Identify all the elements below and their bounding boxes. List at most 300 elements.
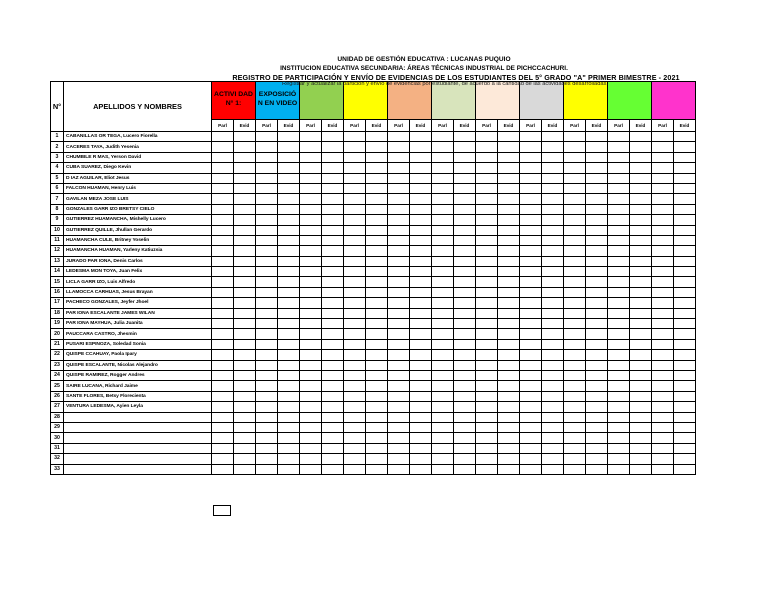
participation-cell[interactable]: [608, 152, 630, 162]
evidence-cell[interactable]: [234, 412, 256, 422]
evidence-cell[interactable]: [454, 204, 476, 214]
participation-cell[interactable]: [652, 443, 674, 453]
evidence-cell[interactable]: [542, 308, 564, 318]
evidence-cell[interactable]: [366, 235, 388, 245]
participation-cell[interactable]: [564, 319, 586, 329]
evidence-cell[interactable]: [234, 350, 256, 360]
evidence-cell[interactable]: [322, 370, 344, 380]
participation-cell[interactable]: [476, 381, 498, 391]
participation-cell[interactable]: [476, 412, 498, 422]
participation-cell[interactable]: [388, 319, 410, 329]
participation-cell[interactable]: [564, 277, 586, 287]
participation-cell[interactable]: [344, 360, 366, 370]
evidence-cell[interactable]: [542, 454, 564, 464]
evidence-cell[interactable]: [630, 194, 652, 204]
evidence-cell[interactable]: [542, 464, 564, 474]
participation-cell[interactable]: [256, 298, 278, 308]
participation-cell[interactable]: [520, 204, 542, 214]
evidence-cell[interactable]: [454, 225, 476, 235]
participation-cell[interactable]: [388, 277, 410, 287]
evidence-cell[interactable]: [322, 235, 344, 245]
participation-cell[interactable]: [564, 163, 586, 173]
evidence-cell[interactable]: [278, 443, 300, 453]
evidence-cell[interactable]: [586, 402, 608, 412]
evidence-cell[interactable]: [278, 225, 300, 235]
participation-cell[interactable]: [256, 402, 278, 412]
evidence-cell[interactable]: [674, 277, 696, 287]
participation-cell[interactable]: [608, 142, 630, 152]
participation-cell[interactable]: [564, 339, 586, 349]
participation-cell[interactable]: [652, 277, 674, 287]
participation-cell[interactable]: [652, 329, 674, 339]
participation-cell[interactable]: [432, 464, 454, 474]
participation-cell[interactable]: [432, 163, 454, 173]
evidence-cell[interactable]: [234, 287, 256, 297]
evidence-cell[interactable]: [454, 183, 476, 193]
participation-cell[interactable]: [608, 173, 630, 183]
evidence-cell[interactable]: [674, 225, 696, 235]
participation-cell[interactable]: [212, 350, 234, 360]
participation-cell[interactable]: [300, 298, 322, 308]
evidence-cell[interactable]: [410, 464, 432, 474]
participation-cell[interactable]: [256, 194, 278, 204]
participation-cell[interactable]: [212, 412, 234, 422]
participation-cell[interactable]: [300, 360, 322, 370]
evidence-cell[interactable]: [454, 319, 476, 329]
participation-cell[interactable]: [212, 132, 234, 142]
participation-cell[interactable]: [564, 225, 586, 235]
participation-cell[interactable]: [388, 412, 410, 422]
participation-cell[interactable]: [212, 152, 234, 162]
evidence-cell[interactable]: [410, 308, 432, 318]
participation-cell[interactable]: [520, 152, 542, 162]
participation-cell[interactable]: [344, 339, 366, 349]
evidence-cell[interactable]: [278, 194, 300, 204]
participation-cell[interactable]: [256, 381, 278, 391]
participation-cell[interactable]: [212, 339, 234, 349]
participation-cell[interactable]: [476, 339, 498, 349]
evidence-cell[interactable]: [410, 412, 432, 422]
evidence-cell[interactable]: [278, 277, 300, 287]
evidence-cell[interactable]: [630, 433, 652, 443]
participation-cell[interactable]: [520, 319, 542, 329]
participation-cell[interactable]: [520, 464, 542, 474]
evidence-cell[interactable]: [674, 183, 696, 193]
evidence-cell[interactable]: [278, 319, 300, 329]
evidence-cell[interactable]: [454, 308, 476, 318]
evidence-cell[interactable]: [366, 132, 388, 142]
participation-cell[interactable]: [432, 433, 454, 443]
evidence-cell[interactable]: [234, 142, 256, 152]
participation-cell[interactable]: [564, 433, 586, 443]
participation-cell[interactable]: [432, 142, 454, 152]
participation-cell[interactable]: [564, 402, 586, 412]
participation-cell[interactable]: [300, 381, 322, 391]
participation-cell[interactable]: [520, 339, 542, 349]
participation-cell[interactable]: [652, 204, 674, 214]
participation-cell[interactable]: [652, 173, 674, 183]
evidence-cell[interactable]: [674, 173, 696, 183]
participation-cell[interactable]: [212, 173, 234, 183]
evidence-cell[interactable]: [234, 360, 256, 370]
evidence-cell[interactable]: [542, 350, 564, 360]
participation-cell[interactable]: [564, 256, 586, 266]
participation-cell[interactable]: [256, 454, 278, 464]
participation-cell[interactable]: [476, 267, 498, 277]
participation-cell[interactable]: [344, 370, 366, 380]
evidence-cell[interactable]: [322, 246, 344, 256]
participation-cell[interactable]: [608, 256, 630, 266]
participation-cell[interactable]: [388, 443, 410, 453]
participation-cell[interactable]: [344, 183, 366, 193]
evidence-cell[interactable]: [366, 225, 388, 235]
participation-cell[interactable]: [476, 308, 498, 318]
evidence-cell[interactable]: [410, 298, 432, 308]
participation-cell[interactable]: [300, 246, 322, 256]
participation-cell[interactable]: [432, 277, 454, 287]
participation-cell[interactable]: [608, 339, 630, 349]
participation-cell[interactable]: [652, 132, 674, 142]
evidence-cell[interactable]: [278, 412, 300, 422]
participation-cell[interactable]: [476, 464, 498, 474]
evidence-cell[interactable]: [498, 391, 520, 401]
evidence-cell[interactable]: [630, 412, 652, 422]
participation-cell[interactable]: [652, 267, 674, 277]
evidence-cell[interactable]: [630, 277, 652, 287]
evidence-cell[interactable]: [410, 319, 432, 329]
participation-cell[interactable]: [520, 350, 542, 360]
evidence-cell[interactable]: [366, 277, 388, 287]
evidence-cell[interactable]: [674, 391, 696, 401]
evidence-cell[interactable]: [454, 287, 476, 297]
evidence-cell[interactable]: [366, 402, 388, 412]
participation-cell[interactable]: [432, 215, 454, 225]
participation-cell[interactable]: [520, 277, 542, 287]
evidence-cell[interactable]: [278, 183, 300, 193]
participation-cell[interactable]: [388, 339, 410, 349]
evidence-cell[interactable]: [674, 256, 696, 266]
evidence-cell[interactable]: [278, 464, 300, 474]
participation-cell[interactable]: [256, 256, 278, 266]
participation-cell[interactable]: [520, 454, 542, 464]
evidence-cell[interactable]: [542, 246, 564, 256]
evidence-cell[interactable]: [630, 339, 652, 349]
participation-cell[interactable]: [432, 339, 454, 349]
participation-cell[interactable]: [212, 329, 234, 339]
participation-cell[interactable]: [212, 391, 234, 401]
participation-cell[interactable]: [388, 454, 410, 464]
evidence-cell[interactable]: [366, 163, 388, 173]
evidence-cell[interactable]: [586, 277, 608, 287]
evidence-cell[interactable]: [498, 183, 520, 193]
evidence-cell[interactable]: [410, 152, 432, 162]
evidence-cell[interactable]: [454, 339, 476, 349]
participation-cell[interactable]: [344, 308, 366, 318]
evidence-cell[interactable]: [674, 142, 696, 152]
evidence-cell[interactable]: [410, 142, 432, 152]
participation-cell[interactable]: [388, 402, 410, 412]
participation-cell[interactable]: [344, 267, 366, 277]
evidence-cell[interactable]: [410, 215, 432, 225]
participation-cell[interactable]: [344, 319, 366, 329]
evidence-cell[interactable]: [630, 246, 652, 256]
participation-cell[interactable]: [652, 391, 674, 401]
evidence-cell[interactable]: [278, 350, 300, 360]
evidence-cell[interactable]: [586, 443, 608, 453]
evidence-cell[interactable]: [454, 381, 476, 391]
evidence-cell[interactable]: [410, 339, 432, 349]
participation-cell[interactable]: [212, 163, 234, 173]
participation-cell[interactable]: [388, 370, 410, 380]
evidence-cell[interactable]: [366, 454, 388, 464]
evidence-cell[interactable]: [234, 443, 256, 453]
participation-cell[interactable]: [344, 433, 366, 443]
participation-cell[interactable]: [300, 287, 322, 297]
evidence-cell[interactable]: [542, 433, 564, 443]
evidence-cell[interactable]: [674, 412, 696, 422]
participation-cell[interactable]: [652, 225, 674, 235]
evidence-cell[interactable]: [586, 381, 608, 391]
participation-cell[interactable]: [608, 454, 630, 464]
participation-cell[interactable]: [608, 183, 630, 193]
participation-cell[interactable]: [212, 381, 234, 391]
participation-cell[interactable]: [256, 142, 278, 152]
participation-cell[interactable]: [520, 194, 542, 204]
evidence-cell[interactable]: [322, 204, 344, 214]
evidence-cell[interactable]: [410, 422, 432, 432]
evidence-cell[interactable]: [322, 173, 344, 183]
participation-cell[interactable]: [652, 454, 674, 464]
evidence-cell[interactable]: [366, 142, 388, 152]
participation-cell[interactable]: [388, 391, 410, 401]
evidence-cell[interactable]: [366, 308, 388, 318]
evidence-cell[interactable]: [674, 422, 696, 432]
participation-cell[interactable]: [256, 391, 278, 401]
participation-cell[interactable]: [652, 319, 674, 329]
evidence-cell[interactable]: [454, 215, 476, 225]
evidence-cell[interactable]: [498, 298, 520, 308]
evidence-cell[interactable]: [630, 132, 652, 142]
participation-cell[interactable]: [344, 256, 366, 266]
participation-cell[interactable]: [608, 308, 630, 318]
participation-cell[interactable]: [212, 298, 234, 308]
participation-cell[interactable]: [652, 370, 674, 380]
evidence-cell[interactable]: [498, 319, 520, 329]
evidence-cell[interactable]: [674, 464, 696, 474]
evidence-cell[interactable]: [586, 173, 608, 183]
participation-cell[interactable]: [300, 204, 322, 214]
participation-cell[interactable]: [344, 204, 366, 214]
evidence-cell[interactable]: [410, 163, 432, 173]
evidence-cell[interactable]: [630, 329, 652, 339]
participation-cell[interactable]: [300, 308, 322, 318]
evidence-cell[interactable]: [366, 256, 388, 266]
participation-cell[interactable]: [476, 256, 498, 266]
evidence-cell[interactable]: [234, 256, 256, 266]
participation-cell[interactable]: [564, 391, 586, 401]
evidence-cell[interactable]: [586, 183, 608, 193]
evidence-cell[interactable]: [542, 215, 564, 225]
participation-cell[interactable]: [564, 235, 586, 245]
evidence-cell[interactable]: [586, 454, 608, 464]
participation-cell[interactable]: [652, 215, 674, 225]
evidence-cell[interactable]: [278, 132, 300, 142]
participation-cell[interactable]: [344, 225, 366, 235]
evidence-cell[interactable]: [234, 163, 256, 173]
participation-cell[interactable]: [564, 194, 586, 204]
evidence-cell[interactable]: [366, 267, 388, 277]
participation-cell[interactable]: [608, 215, 630, 225]
participation-cell[interactable]: [520, 163, 542, 173]
participation-cell[interactable]: [256, 412, 278, 422]
participation-cell[interactable]: [256, 464, 278, 474]
evidence-cell[interactable]: [234, 329, 256, 339]
evidence-cell[interactable]: [366, 298, 388, 308]
participation-cell[interactable]: [520, 381, 542, 391]
evidence-cell[interactable]: [630, 454, 652, 464]
participation-cell[interactable]: [652, 194, 674, 204]
evidence-cell[interactable]: [630, 152, 652, 162]
evidence-cell[interactable]: [586, 360, 608, 370]
evidence-cell[interactable]: [498, 287, 520, 297]
evidence-cell[interactable]: [674, 402, 696, 412]
participation-cell[interactable]: [256, 329, 278, 339]
participation-cell[interactable]: [476, 319, 498, 329]
evidence-cell[interactable]: [542, 381, 564, 391]
participation-cell[interactable]: [652, 339, 674, 349]
evidence-cell[interactable]: [234, 215, 256, 225]
evidence-cell[interactable]: [322, 298, 344, 308]
participation-cell[interactable]: [608, 391, 630, 401]
participation-cell[interactable]: [344, 173, 366, 183]
participation-cell[interactable]: [300, 329, 322, 339]
participation-cell[interactable]: [432, 329, 454, 339]
evidence-cell[interactable]: [542, 163, 564, 173]
evidence-cell[interactable]: [410, 204, 432, 214]
participation-cell[interactable]: [256, 173, 278, 183]
evidence-cell[interactable]: [234, 422, 256, 432]
evidence-cell[interactable]: [674, 267, 696, 277]
evidence-cell[interactable]: [674, 204, 696, 214]
participation-cell[interactable]: [300, 225, 322, 235]
evidence-cell[interactable]: [586, 287, 608, 297]
evidence-cell[interactable]: [278, 370, 300, 380]
evidence-cell[interactable]: [498, 454, 520, 464]
participation-cell[interactable]: [608, 433, 630, 443]
participation-cell[interactable]: [300, 319, 322, 329]
participation-cell[interactable]: [432, 298, 454, 308]
participation-cell[interactable]: [432, 287, 454, 297]
participation-cell[interactable]: [476, 225, 498, 235]
participation-cell[interactable]: [652, 360, 674, 370]
evidence-cell[interactable]: [410, 246, 432, 256]
participation-cell[interactable]: [608, 225, 630, 235]
evidence-cell[interactable]: [234, 298, 256, 308]
participation-cell[interactable]: [432, 319, 454, 329]
evidence-cell[interactable]: [586, 391, 608, 401]
evidence-cell[interactable]: [278, 204, 300, 214]
evidence-cell[interactable]: [498, 173, 520, 183]
participation-cell[interactable]: [432, 267, 454, 277]
evidence-cell[interactable]: [278, 329, 300, 339]
participation-cell[interactable]: [388, 225, 410, 235]
participation-cell[interactable]: [476, 194, 498, 204]
evidence-cell[interactable]: [410, 183, 432, 193]
participation-cell[interactable]: [388, 246, 410, 256]
evidence-cell[interactable]: [674, 329, 696, 339]
participation-cell[interactable]: [300, 267, 322, 277]
evidence-cell[interactable]: [454, 142, 476, 152]
evidence-cell[interactable]: [410, 267, 432, 277]
evidence-cell[interactable]: [586, 194, 608, 204]
evidence-cell[interactable]: [322, 152, 344, 162]
evidence-cell[interactable]: [542, 152, 564, 162]
evidence-cell[interactable]: [322, 339, 344, 349]
participation-cell[interactable]: [388, 298, 410, 308]
participation-cell[interactable]: [564, 350, 586, 360]
participation-cell[interactable]: [476, 246, 498, 256]
evidence-cell[interactable]: [234, 454, 256, 464]
evidence-cell[interactable]: [322, 454, 344, 464]
evidence-cell[interactable]: [454, 173, 476, 183]
evidence-cell[interactable]: [586, 235, 608, 245]
participation-cell[interactable]: [344, 454, 366, 464]
evidence-cell[interactable]: [410, 350, 432, 360]
evidence-cell[interactable]: [454, 132, 476, 142]
participation-cell[interactable]: [520, 132, 542, 142]
evidence-cell[interactable]: [322, 433, 344, 443]
evidence-cell[interactable]: [674, 360, 696, 370]
participation-cell[interactable]: [256, 163, 278, 173]
participation-cell[interactable]: [212, 183, 234, 193]
evidence-cell[interactable]: [278, 267, 300, 277]
participation-cell[interactable]: [344, 298, 366, 308]
evidence-cell[interactable]: [454, 422, 476, 432]
participation-cell[interactable]: [300, 443, 322, 453]
evidence-cell[interactable]: [542, 287, 564, 297]
participation-cell[interactable]: [608, 235, 630, 245]
evidence-cell[interactable]: [410, 287, 432, 297]
participation-cell[interactable]: [212, 246, 234, 256]
participation-cell[interactable]: [476, 391, 498, 401]
participation-cell[interactable]: [300, 152, 322, 162]
participation-cell[interactable]: [212, 225, 234, 235]
evidence-cell[interactable]: [674, 215, 696, 225]
participation-cell[interactable]: [652, 422, 674, 432]
participation-cell[interactable]: [300, 235, 322, 245]
evidence-cell[interactable]: [586, 412, 608, 422]
participation-cell[interactable]: [608, 267, 630, 277]
participation-cell[interactable]: [608, 163, 630, 173]
evidence-cell[interactable]: [234, 308, 256, 318]
evidence-cell[interactable]: [630, 267, 652, 277]
evidence-cell[interactable]: [322, 464, 344, 474]
evidence-cell[interactable]: [498, 370, 520, 380]
participation-cell[interactable]: [476, 142, 498, 152]
evidence-cell[interactable]: [454, 402, 476, 412]
participation-cell[interactable]: [476, 287, 498, 297]
evidence-cell[interactable]: [366, 422, 388, 432]
evidence-cell[interactable]: [366, 381, 388, 391]
participation-cell[interactable]: [212, 204, 234, 214]
evidence-cell[interactable]: [630, 443, 652, 453]
participation-cell[interactable]: [212, 235, 234, 245]
participation-cell[interactable]: [520, 267, 542, 277]
participation-cell[interactable]: [520, 246, 542, 256]
participation-cell[interactable]: [300, 370, 322, 380]
participation-cell[interactable]: [256, 370, 278, 380]
evidence-cell[interactable]: [454, 454, 476, 464]
